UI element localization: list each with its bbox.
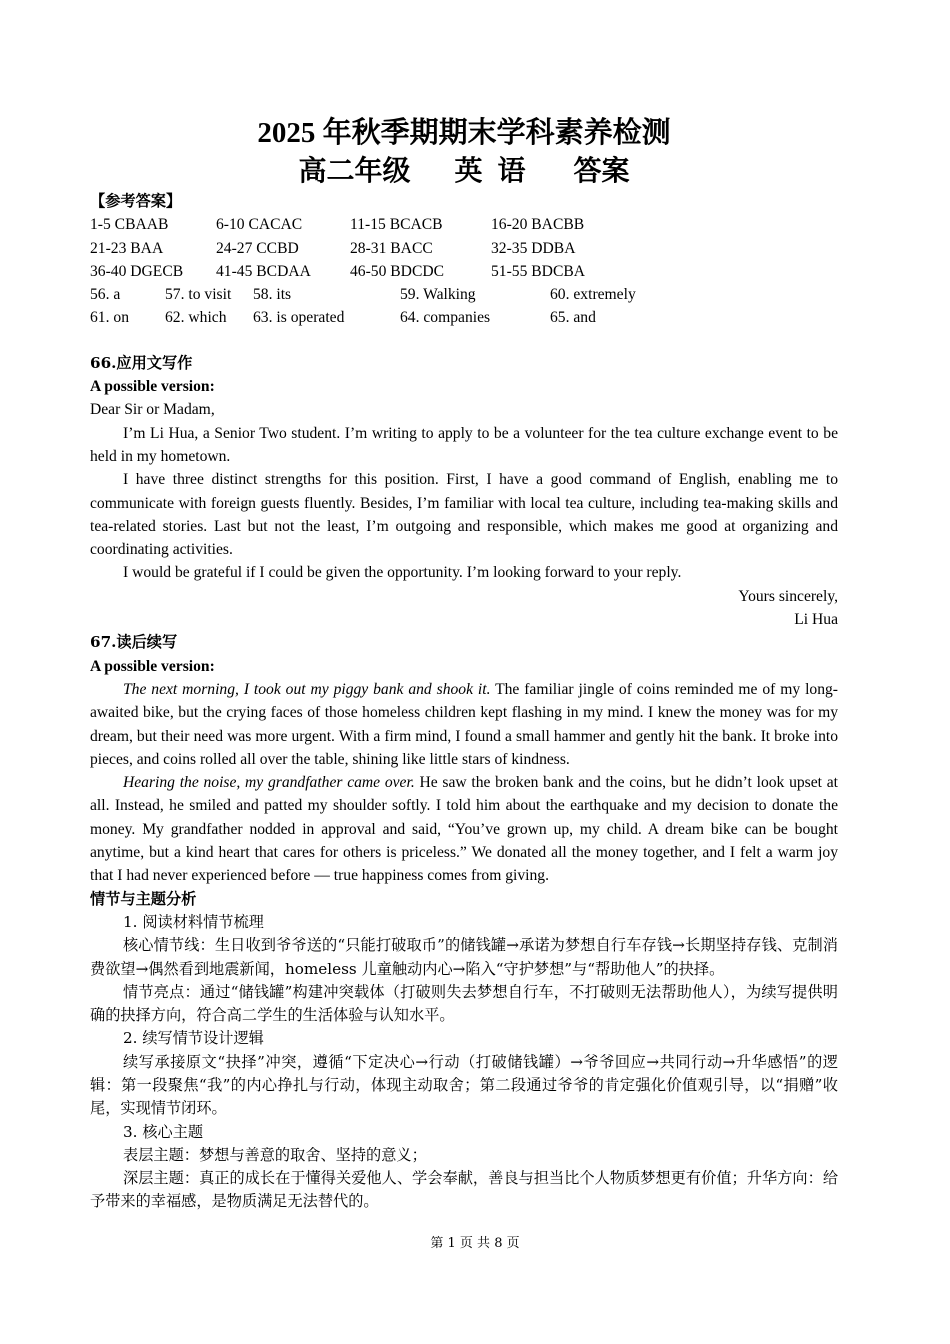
letter-closing: Yours sincerely, bbox=[738, 587, 838, 605]
blank-answer-row bbox=[90, 283, 838, 306]
answer-cell: 11-15 BCACB bbox=[350, 216, 443, 234]
q67-heading: 67.读后续写 bbox=[90, 633, 178, 652]
answer-row bbox=[90, 237, 838, 260]
story-body: He saw the broken bank and the coins, but he didn’t look upset at all. Instead, he smiled and patted my shoulder softly. I told him about the earthquake and my decision to donate the money. My grandfather nodded in approval and said, “You’ve grown up, my child. A dream bike can be bought anytime, but a kind heart that cares for others is priceless.” We donated all the money together, and I felt a warm joy that I had never experienced before — true happiness comes from giving. bbox=[90, 774, 838, 885]
story-lead-sentence: Hearing the noise, my grandfather came over. bbox=[123, 774, 415, 792]
analysis-section-title: 3. 核心主题 bbox=[123, 1122, 204, 1141]
letter-signature: Li Hua bbox=[794, 611, 838, 629]
exam-title: 2025 年秋季期期末学科素养检测 bbox=[257, 117, 671, 149]
blank-answer-cell: 57. to visit bbox=[165, 286, 232, 304]
analysis-paragraph: 核心情节线：生日收到爷爷送的“只能打破取币”的储钱罐→承诺为梦想自行车存钱→长期坚持存钱、克制消费欲望→偶然看到地震新闻，homeless 儿童触动内心→陷入“守护梦想”与“帮助他人”的抉择。 bbox=[90, 936, 838, 978]
blank-answer-cell: 61. on bbox=[90, 309, 129, 327]
blank-answer-row bbox=[90, 306, 838, 329]
story-lead-sentence: The next morning, I took out my piggy bank and shook it. bbox=[123, 680, 491, 698]
grade-label: 高二年级 bbox=[298, 156, 411, 187]
exam-subtitle bbox=[90, 152, 838, 192]
analysis-paragraph: 深层主题：真正的成长在于懂得关爱他人、学会奉献，善良与担当比个人物质梦想更有价值；升华方向：给予带来的幸福感，是物质满足无法替代的。 bbox=[90, 1169, 838, 1211]
q66-heading: 66.应用文写作 bbox=[90, 353, 193, 372]
analysis-paragraph: 表层主题：梦想与善意的取舍、坚持的意义； bbox=[123, 1145, 427, 1164]
letter-paragraph: I would be grateful if I could be given the opportunity. I’m looking forward to your reply. bbox=[123, 564, 682, 582]
answer-cell: 36-40 DGECB bbox=[90, 262, 184, 280]
answer-cell: 24-27 CCBD bbox=[216, 239, 299, 257]
analysis-section-title: 2. 续写情节设计逻辑 bbox=[123, 1029, 264, 1048]
answer-cell: 32-35 DDBA bbox=[491, 239, 576, 257]
answer-cell: 1-5 CBAAB bbox=[90, 216, 169, 234]
q67-version-label: A possible version: bbox=[90, 657, 215, 675]
answer-cell: 51-55 BDCBA bbox=[491, 262, 586, 280]
answer-cell: 16-20 BACBB bbox=[491, 216, 585, 234]
document-body bbox=[90, 190, 838, 1214]
blank-answer-cell: 58. its bbox=[253, 286, 292, 304]
answer-cell: 6-10 CACAC bbox=[216, 216, 303, 234]
blank-answer-cell: 64. companies bbox=[400, 309, 491, 327]
analysis-section-title: 1. 阅读材料情节梳理 bbox=[123, 912, 264, 931]
answer-cell: 28-31 BACC bbox=[350, 239, 433, 257]
letter-paragraph: I’m Li Hua, a Senior Two student. I’m writing to apply to be a volunteer for the tea culture exchange event to be held in my hometown. bbox=[90, 424, 838, 465]
blank-answer-cell: 63. is operated bbox=[253, 309, 345, 327]
answer-cell: 41-45 BCDAA bbox=[216, 262, 311, 280]
answer-cell: 21-23 BAA bbox=[90, 239, 164, 257]
page-footer: 第 1 页 共 8 页 bbox=[430, 1236, 520, 1251]
answer-label: 答案 bbox=[573, 156, 630, 187]
q66-version-label: A possible version: bbox=[90, 378, 215, 396]
blank-answer-cell: 59. Walking bbox=[400, 286, 476, 304]
answer-key-heading: 【参考答案】 bbox=[90, 192, 182, 210]
story-paragraph bbox=[90, 771, 838, 887]
blank-answer-cell: 60. extremely bbox=[550, 286, 636, 304]
blank-answer-cell: 65. and bbox=[550, 309, 596, 327]
story-paragraph bbox=[90, 678, 838, 771]
letter-paragraph: I have three distinct strengths for this position. First, I have a good command of English, enabling me to communicate with foreign guests fluently. Besides, I’m familiar with local tea culture, including tea-making skills and tea-related stories. Last but not the least, I’m outgoing and responsible, which makes me good at organizing and coordinating activities. bbox=[90, 471, 838, 559]
blank-answer-cell: 56. a bbox=[90, 286, 121, 304]
letter-salutation: Dear Sir or Madam, bbox=[90, 401, 215, 419]
answer-row bbox=[90, 213, 838, 236]
subject-label: 英 语 bbox=[454, 156, 530, 187]
answer-cell: 46-50 BDCDC bbox=[350, 262, 445, 280]
story-body: The familiar jingle of coins reminded me of my long-awaited bike, but the crying faces of those homeless children kept flashing in my mind. I knew the money was for my dream, but their need was more urgent. With a firm mind, I found a small hammer and gently hit the bank. It broke into pieces, and coins rolled all over the table, shining like little stars of kindness. bbox=[90, 680, 838, 768]
analysis-paragraph: 情节亮点：通过“储钱罐”构建冲突载体（打破则失去梦想自行车，不打破则无法帮助他人），为续写提供明确的抉择方向，符合高二学生的生活体验与认知水平。 bbox=[90, 982, 838, 1025]
analysis-paragraph: 续写承接原文“抉择”冲突，遵循“下定决心→行动（打破储钱罐）→爷爷回应→共同行动→升华感悟”的逻辑：第一段聚焦“我”的内心挣扎与行动，体现主动取舍；第二段通过爷爷的肯定强化价值观引导，以“捐赠”收尾，实现情节闭环。 bbox=[90, 1052, 838, 1118]
blank-answer-cell: 62. which bbox=[165, 309, 227, 327]
answer-row bbox=[90, 260, 838, 283]
analysis-heading: 情节与主题分析 bbox=[90, 889, 197, 908]
